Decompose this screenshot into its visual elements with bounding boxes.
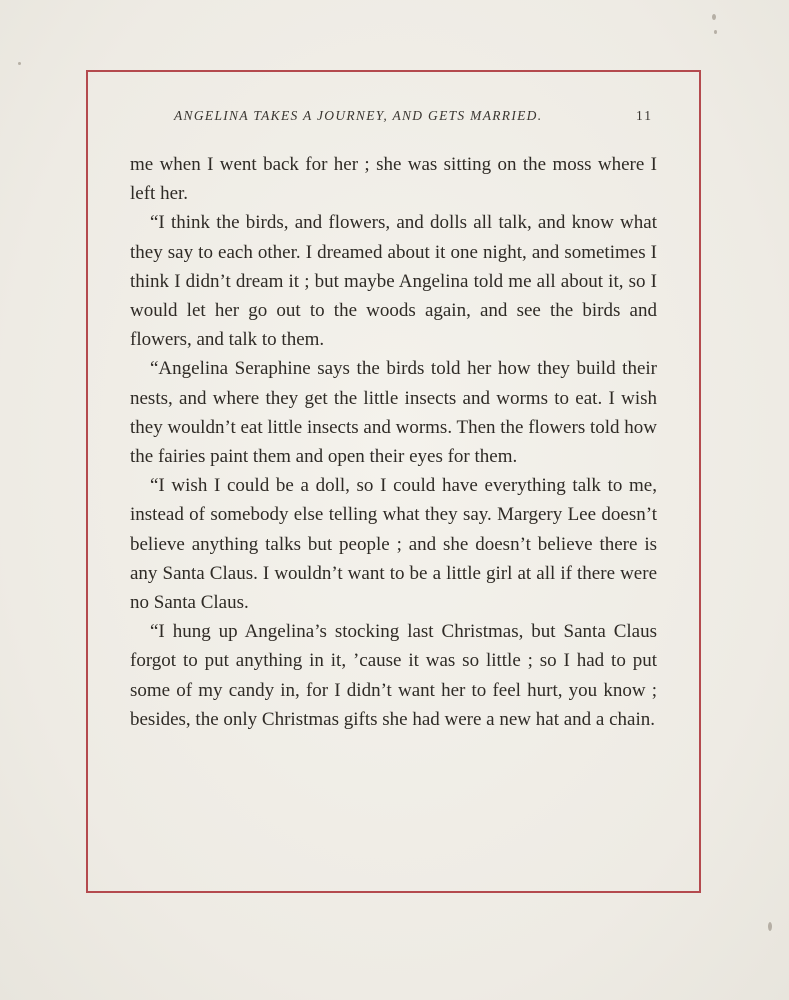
paragraph-2: “I think the birds, and flowers, and dolls all talk, and know what they say to each other. I dreamed about it one night, and sometimes I think I didn’t dream it ; but maybe Angelina told me all about it, so I would let her go out to the woods again, and see the birds and flowers, and talk to them. <box>130 212 657 351</box>
page-header <box>88 108 699 132</box>
paragraph-1: me when I went back for her ; she was sitting on the moss where I left her. <box>130 154 657 205</box>
running-head: ANGELINA TAKES A JOURNEY, AND GETS MARRIED. <box>174 108 543 123</box>
paragraph-3: “Angelina Seraphine says the birds told her how they build their nests, and where they get the little insects and worms to eat. I wish they wouldn’t eat little insects and worms. Then the flowers told how the fairies paint them and open their eyes for them. <box>130 358 657 468</box>
paper-speck <box>768 922 772 931</box>
red-page-border <box>86 70 701 893</box>
page-number: 11 <box>636 108 653 123</box>
paper-speck <box>714 30 717 34</box>
paragraph-4: “I wish I could be a doll, so I could have everything talk to me, instead of somebody else telling what they say. Margery Lee doesn’t believe anything talks but people ; and she doesn’t believe there is any Santa Claus. I wouldn’t want to be a little girl at all if there were no Santa Claus. <box>130 475 657 614</box>
paper-speck <box>18 62 21 65</box>
paper-speck <box>712 14 716 20</box>
paragraph-5: “I hung up Angelina’s stocking last Christmas, but Santa Claus forgot to put anything in it, ’cause it was so little ; so I had to put some of my candy in, for I didn’t want her to feel hurt, you know ; besides, the only Christmas gifts she had were a new hat and a chain. <box>130 621 657 730</box>
body-text <box>130 150 657 734</box>
